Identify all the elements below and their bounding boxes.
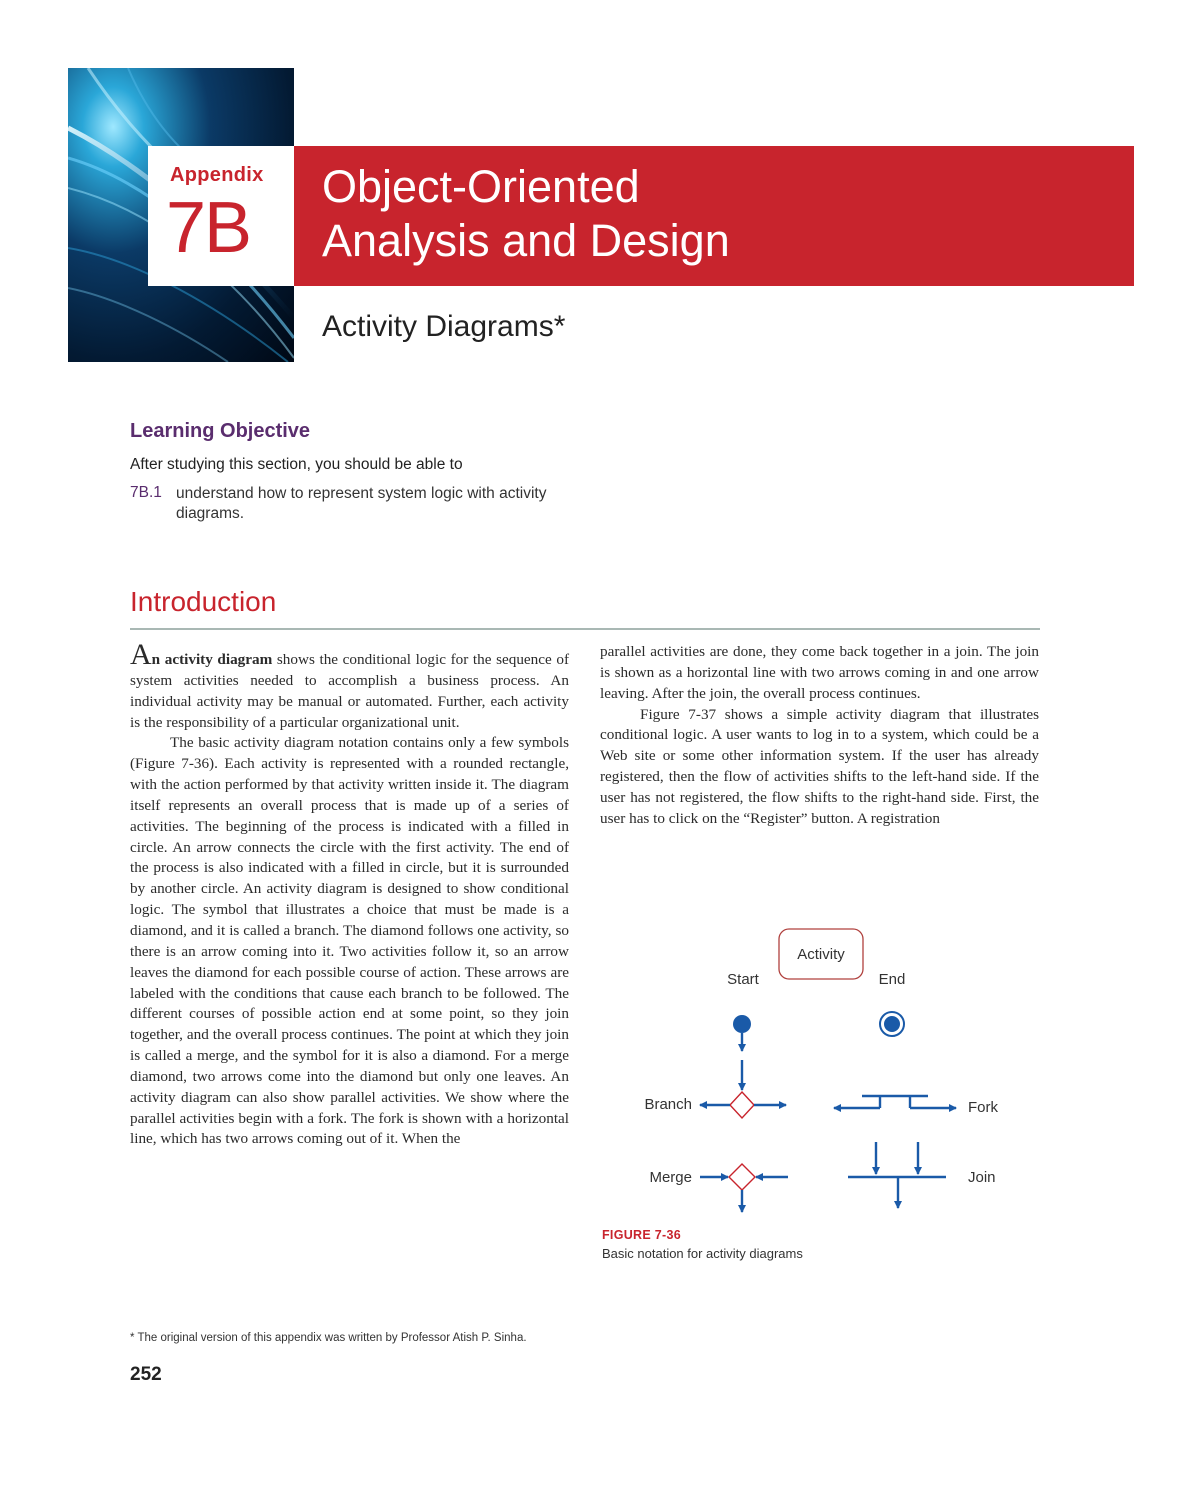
figure-number: FIGURE 7-36 — [602, 1228, 682, 1242]
paragraph: The basic activity diagram notation contains only a few symbols (Figure 7-36). Each activity is represented with a rounded rectangle, with the action performed by that activity written inside it. The diagram itself represents an overall process that is made up of a series of activities. The beginning of the process is indicated with a filled in circle. An arrow connects the circle with the first activity. The end of the process is also indicated with a filled in circle, but it is surrounded by another circle. An activity diagram is designed to show conditional logic. The symbol that illustrates a choice that must be made is a diamond, and it is called a branch. The diamond follows one activity, so there is an arrow coming into it. Two activities follow it, so an arrow leaves the diamond for each possible course of action. These arrows are labeled with the conditions that cause each branch to be followed. The different courses of possible action end at some point, so they join together, and the overall process continues. The point at which they join is called a merge, and the symbol for it is also a diamond. For a merge diamond, two arrows come into the diamond but only one leaves. An activity diagram can also show parallel activities. We show where the parallel activities begin with a fork. The fork is shown with a horizontal line, which has two arrows coming out of it. When the — [130, 734, 569, 1148]
start-node-icon — [733, 1015, 751, 1033]
key-term: n activity diagram — [151, 651, 273, 668]
chapter-title-line-2: Analysis and Design — [322, 215, 730, 266]
drop-cap: A — [130, 638, 152, 671]
start-label: Start — [727, 971, 759, 988]
join-label: Join — [968, 1169, 996, 1186]
footnote: * The original version of this appendix was written by Professor Atish P. Sinha. — [130, 1332, 527, 1344]
end-node-fill — [884, 1016, 900, 1032]
paragraph: parallel activities are done, they come back together in a join. The join is shown as a horizontal line with two arrows coming in and one arrow leaving. After the join, the overall process continues. — [600, 643, 1039, 702]
chapter-subtitle: Activity Diagrams* — [322, 310, 566, 343]
figure-caption: Basic notation for activity diagrams — [602, 1246, 803, 1261]
branch-diamond-icon — [730, 1092, 754, 1118]
merge-diamond-icon — [729, 1164, 755, 1190]
activity-label: Activity — [797, 946, 845, 963]
appendix-number: 7B — [166, 188, 251, 268]
section-heading: Introduction — [130, 586, 277, 617]
paragraph-text: shows the conditional logic for the sequence of system activities needed to accomplish a business process. An individual activity may be manual or automated. Further, each activity is the responsibility of a particular organizational unit. — [130, 651, 570, 731]
body-column-right — [600, 642, 1039, 830]
end-label: End — [878, 971, 906, 988]
activity-notation-figure — [600, 920, 1040, 1220]
learning-objective-intro: After studying this section, you should be able to — [130, 456, 463, 473]
branch-label: Branch — [644, 1096, 692, 1113]
appendix-word: Appendix — [170, 164, 264, 186]
chapter-title-line-1: Object-Oriented — [322, 161, 640, 212]
section-divider — [130, 628, 1040, 630]
body-column-left — [130, 638, 570, 1150]
learning-objective-number: 7B.1 — [130, 484, 162, 501]
paragraph — [130, 638, 570, 733]
learning-objective-text: understand how to represent system logic with activity diagrams. — [176, 485, 547, 522]
paragraph: Figure 7-37 shows a simple activity diagram that illustrates conditional logic. A user wants to log in to a system, which could be a Web site or some other information system. If the user has already registered, then the flow of activities shifts to the left-hand side. If the user has not registered, the flow shifts to the right-hand side. First, the user has to click on the “Register” button. A registration — [600, 705, 1039, 827]
page-number: 252 — [130, 1364, 162, 1385]
merge-label: Merge — [649, 1169, 692, 1186]
learning-objective-heading: Learning Objective — [130, 420, 311, 442]
fork-label: Fork — [968, 1099, 998, 1116]
